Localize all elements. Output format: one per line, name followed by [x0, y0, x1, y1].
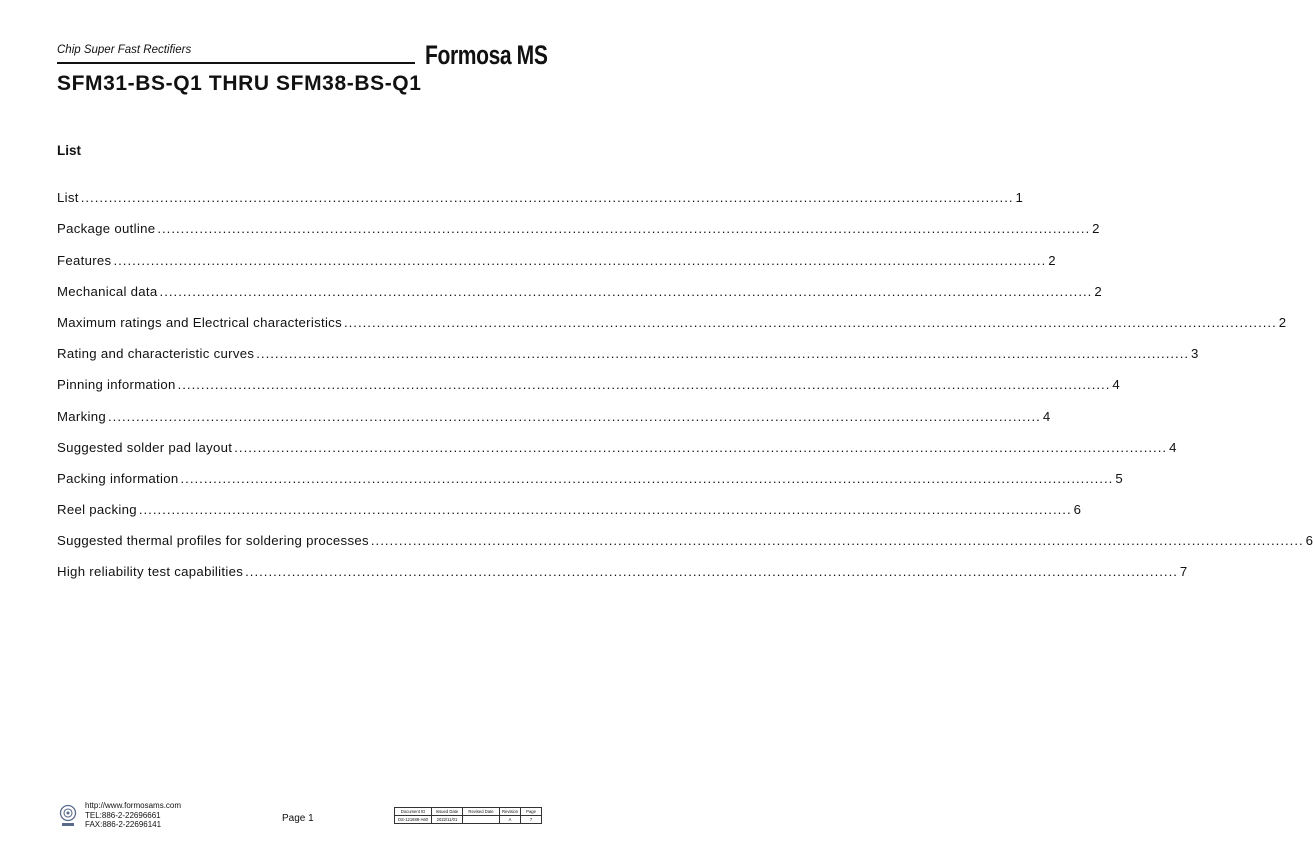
toc-row-thermal-profiles[interactable]: [57, 517, 1313, 549]
toc-page-number: 6: [1305, 533, 1313, 549]
toc-label: Maximum ratings and Electrical characteristics: [57, 314, 342, 330]
doc-table-header-row: [395, 808, 542, 816]
toc-page-number: 2: [1092, 221, 1100, 237]
toc-leader: ........................................................................................................................................................................................................: [177, 377, 1111, 393]
toc-label: Packing information: [57, 470, 179, 486]
doc-table-value-cell: A: [500, 816, 521, 824]
toc-label: List: [57, 190, 79, 206]
toc-row-rating-curves[interactable]: [57, 330, 1199, 362]
toc-page-number: 3: [1191, 346, 1199, 362]
document-info-table: [394, 807, 542, 824]
toc-label: Reel packing: [57, 502, 137, 518]
toc-row-packing-information[interactable]: [57, 455, 1123, 486]
toc-label: Marking: [57, 408, 107, 424]
list-heading: List: [57, 143, 82, 158]
toc-leader: ........................................................................................................................................................................................................: [234, 439, 1168, 455]
doc-table-value-row: [395, 816, 542, 824]
doc-table-header-cell: Page: [521, 808, 542, 816]
toc-leader: ........................................................................................................................................................................................................: [138, 502, 1072, 518]
doc-table-value-cell: DS-121688-A60: [395, 816, 432, 824]
toc-row-marking[interactable]: [57, 392, 1051, 424]
toc-row-features[interactable]: [57, 236, 1056, 268]
company-logo-icon: [57, 804, 79, 830]
toc-page-number: 4: [1042, 408, 1051, 424]
toc-row-package-outline[interactable]: [57, 205, 1100, 237]
toc-page-number: 6: [1073, 502, 1082, 518]
toc-row-solder-pad-layout[interactable]: [57, 424, 1177, 455]
doc-table-header-cell: Revised Date: [463, 808, 500, 816]
toc-label: Suggested thermal profiles for soldering processes: [57, 533, 369, 549]
toc-label: Features: [57, 252, 112, 268]
toc-page-number: 7: [1179, 564, 1188, 580]
table-of-contents: [57, 174, 1313, 580]
toc-leader: ........................................................................................................................................................................................................: [370, 533, 1304, 549]
doc-table-value-cell: 2022/11/01: [432, 816, 463, 824]
contact-info: [85, 801, 181, 830]
toc-leader: ........................................................................................................................................................................................................: [108, 408, 1041, 424]
doc-table-header-cell: Revision: [500, 808, 521, 816]
toc-label: Rating and characteristic curves: [57, 346, 255, 362]
toc-label: Pinning information: [57, 377, 176, 393]
doc-table-header-cell: Issued Date: [432, 808, 463, 816]
toc-page-number: 2: [1048, 252, 1056, 268]
toc-row-mechanical-data[interactable]: [57, 268, 1102, 299]
toc-page-number: 2: [1094, 283, 1102, 299]
toc-page-number: 5: [1115, 470, 1123, 486]
telephone-number: TEL:886-2-22696661: [85, 810, 161, 820]
toc-row-pinning-information[interactable]: [57, 361, 1121, 393]
toc-row-list[interactable]: [57, 174, 1024, 206]
toc-row-reliability-tests[interactable]: [57, 548, 1188, 580]
brand-logo-text: Formosa MS: [425, 40, 548, 70]
doc-table-value-cell: [463, 816, 500, 824]
toc-leader: ........................................................................................................................................................................................................: [343, 314, 1277, 330]
toc-page-number: 1: [1015, 190, 1024, 206]
toc-leader: ........................................................................................................................................................................................................: [113, 252, 1047, 268]
toc-label: Mechanical data: [57, 283, 158, 299]
toc-page-number: 2: [1278, 314, 1287, 330]
toc-leader: ........................................................................................................................................................................................................: [180, 470, 1114, 486]
document-subtitle: Chip Super Fast Rectifiers: [57, 44, 192, 56]
toc-label: Suggested solder pad layout: [57, 439, 233, 455]
website-link[interactable]: http://www.formosams.com: [85, 801, 182, 810]
doc-table-value-cell: 7: [521, 816, 542, 824]
toc-label: High reliability test capabilities: [57, 564, 244, 580]
toc-leader: ........................................................................................................................................................................................................: [80, 190, 1014, 206]
toc-leader: ........................................................................................................................................................................................................: [157, 221, 1091, 237]
toc-label: Package outline: [57, 221, 156, 237]
toc-leader: ........................................................................................................................................................................................................: [159, 283, 1093, 299]
toc-page-number: 4: [1169, 439, 1177, 455]
fax-number: FAX:886-2-22696141: [85, 820, 162, 829]
page-footer: [0, 795, 595, 835]
header-rule: [57, 62, 415, 64]
toc-page-number: 4: [1112, 377, 1121, 393]
toc-row-reel-packing[interactable]: [57, 486, 1082, 518]
page-title: SFM31-BS-Q1 THRU SFM38-BS-Q1: [57, 72, 422, 95]
page-number: Page 1: [282, 813, 314, 824]
toc-leader: ........................................................................................................................................................................................................: [256, 346, 1190, 362]
toc-leader: ........................................................................................................................................................................................................: [245, 564, 1178, 580]
toc-row-maximum-ratings[interactable]: [57, 299, 1287, 330]
doc-table-header-cell: Document ID: [395, 808, 432, 816]
